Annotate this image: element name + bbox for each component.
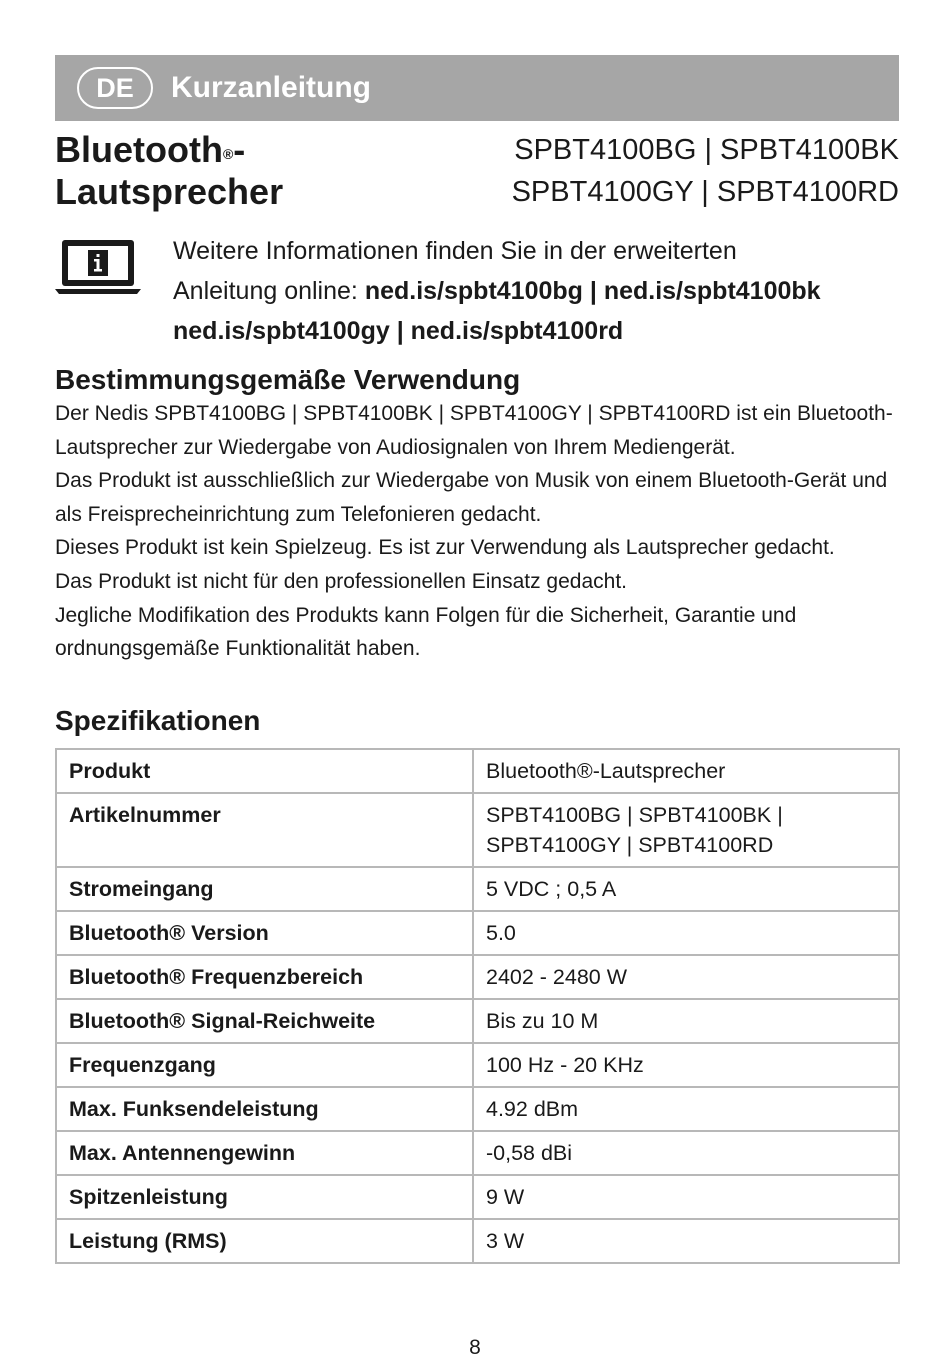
models-line2: SPBT4100GY | SPBT4100RD [511,176,899,208]
spec-label: Max. Funksendeleistung [56,1087,473,1131]
laptop-info-icon [55,237,141,297]
spec-value-line2: SPBT4100GY | SPBT4100RD [486,832,774,857]
intended-use-paragraph: Jegliche Modifikation des Produkts kann Folgen für die Sicherheit, Garantie und ordnungsgemäße Funktionalität haben. [55,603,797,661]
product-title-line1: Bluetooth [55,129,223,170]
header-bar [55,55,899,121]
spec-label: Frequenzgang [56,1043,473,1087]
spec-value: Bluetooth®-Lautsprecher [473,749,899,793]
product-title-line2: Lautsprecher [55,171,284,212]
spec-label: Bluetooth® Frequenzbereich [56,955,473,999]
product-title [55,129,283,213]
spec-label: Artikelnummer [56,793,473,867]
spec-value: 3 W [473,1219,899,1263]
table-row [56,867,899,911]
manual-links-2[interactable]: ned.is/spbt4100gy | ned.is/spbt4100rd [173,317,624,345]
spec-label: Bluetooth® Version [56,911,473,955]
info-text [173,231,821,351]
spec-label: Bluetooth® Signal-Reichweite [56,999,473,1043]
info-line1: Weitere Informationen finden Sie in der erweiterten [173,237,737,265]
table-row [56,1043,899,1087]
spec-value-line1: SPBT4100BG | SPBT4100BK | [486,802,783,827]
intended-use-section [55,397,899,666]
spec-value: 9 W [473,1175,899,1219]
table-row [56,1087,899,1131]
info-line3 [173,311,821,351]
spec-value: 2402 - 2480 W [473,955,899,999]
specs-heading: Spezifikationen [55,704,261,736]
spec-value: 100 Hz - 20 KHz [473,1043,899,1087]
spec-value: 5 VDC ; 0,5 A [473,867,899,911]
table-row [56,793,899,867]
info-line2 [173,271,821,311]
table-row [56,1219,899,1263]
info-row [55,231,899,351]
title-row [55,129,899,213]
header-title: Kurzanleitung [171,71,371,104]
spec-label: Spitzenleistung [56,1175,473,1219]
spec-label: Stromeingang [56,867,473,911]
intended-use-paragraph: Der Nedis SPBT4100BG | SPBT4100BK | SPBT4100GY | SPBT4100RD ist ein Bluetooth-Lautsprecher zur Wiedergabe von Audiosignalen von Ihrem Mediengerät. [55,402,893,459]
spec-label: Leistung (RMS) [56,1219,473,1263]
spec-label: Max. Antennengewinn [56,1131,473,1175]
spec-value: 4.92 dBm [473,1087,899,1131]
intended-use-heading: Bestimmungsgemäße Verwendung [55,364,521,395]
intended-use-paragraph: Dieses Produkt ist kein Spielzeug. Es ist zur Verwendung als Lautsprecher gedacht. [55,536,835,560]
specs-table [55,748,900,1264]
table-row [56,749,899,793]
table-row [56,999,899,1043]
spec-value: Bis zu 10 M [473,999,899,1043]
table-row [56,955,899,999]
manual-links-1[interactable]: ned.is/spbt4100bg | ned.is/spbt4100bk [364,277,821,305]
model-numbers [512,129,899,213]
spec-value: -0,58 dBi [473,1131,899,1175]
product-title-dash: - [233,129,246,170]
models-line1: SPBT4100BG | SPBT4100BK [514,134,899,166]
page-number: 8 [469,1336,481,1359]
info-line2-prefix: Anleitung online: [173,277,365,305]
table-row [56,911,899,955]
spec-value: 5.0 [473,911,899,955]
table-row [56,1175,899,1219]
intended-use-paragraph: Das Produkt ist ausschließlich zur Wiedergabe von Musik von einem Bluetooth-Gerät und als Freisprecheinrichtung zum Telefonieren gedacht. [55,469,888,526]
table-row [56,1131,899,1175]
registered-mark: ® [222,146,234,162]
spec-value [473,793,899,867]
spec-label: Produkt [56,749,473,793]
intended-use-paragraph: Das Produkt ist nicht für den professionellen Einsatz gedacht. [55,569,627,593]
language-badge: DE [77,67,153,109]
manual-page [55,55,899,1264]
